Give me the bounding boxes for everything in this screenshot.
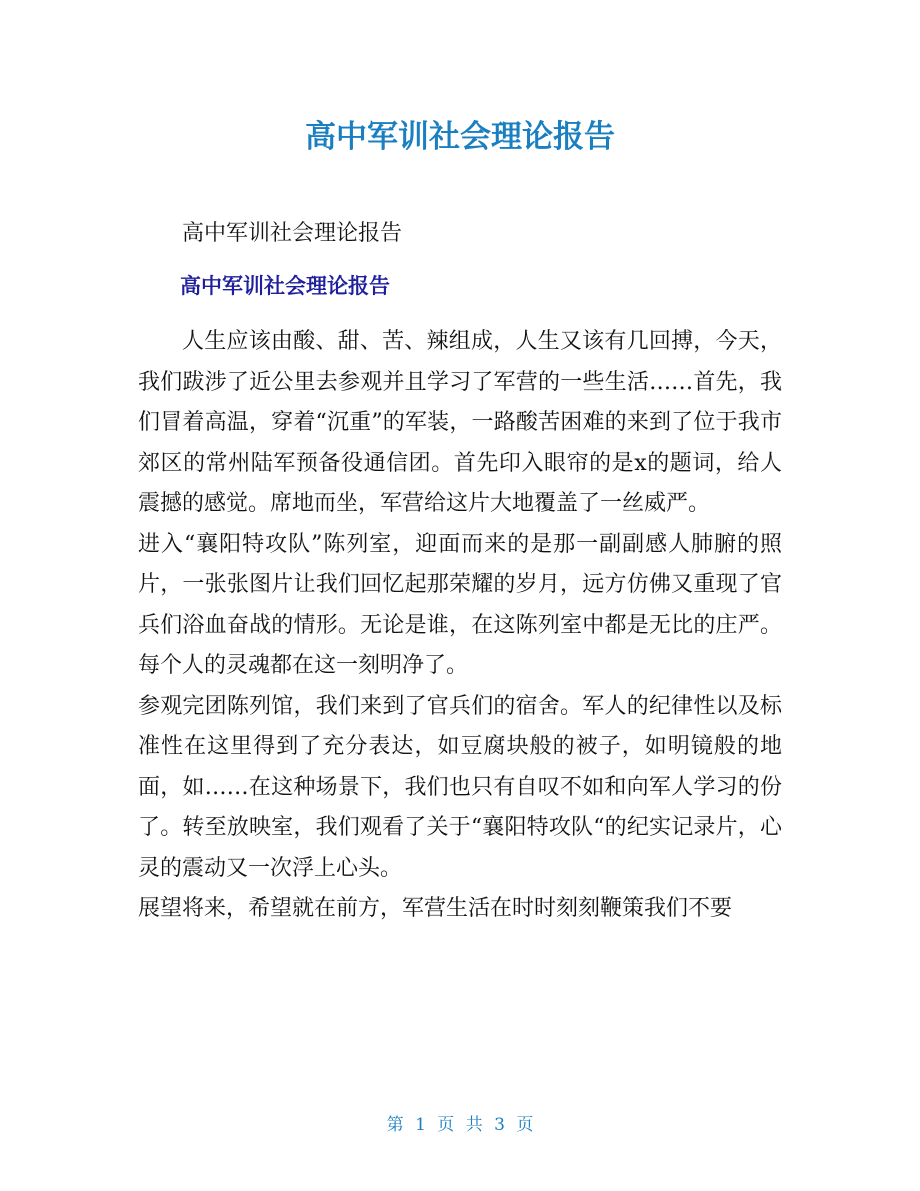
paragraph-2: 进入“襄阳特攻队”陈列室，迎面而来的是那一副副感人肺腑的照片，一张张图片让我们回忆起那荣耀的岁月，远方仿佛又重现了官兵们浴血奋战的情形。无论是谁，在这陈列室中都是无比的庄严。每个人的灵魂都在这一刻明净了。 [138,531,782,678]
footer-label-unit-2: 页 [516,1115,534,1135]
paragraph-1: 人生应该由酸、甜、苦、辣组成，人生又该有几回搏，今天，我们跋涉了近公里去参观并且学习了军营的一些生活……首先，我们冒着高温，穿着“沉重”的军装，一路酸苦困难的来到了位于我市郊区的常州陆军预备役通信团。首先印入眼帘的是x的题词，给人震撼的感觉。席地而坐，军营给这片大地覆盖了一丝威严。 [138,329,782,516]
lead-line: 高中军训社会理论报告 [182,221,403,246]
footer-label-page: 第 [386,1115,404,1135]
footer-total-pages: 3 [494,1115,505,1135]
footer-label-unit: 页 [437,1115,455,1135]
footer-label-total: 共 [465,1115,483,1135]
paragraph-4: 展望将来，希望就在前方，军营生活在时时刻刻鞭策我们不要 [138,896,733,921]
document-body [138,322,782,930]
page-footer [0,1112,920,1138]
document-title: 高中军训社会理论报告 [305,119,615,155]
paragraph-3: 参观完团陈列馆，我们来到了官兵们的宿舍。军人的纪律性以及标准性在这里得到了充分表达，如豆腐块般的被子，如明镜般的地面，如……在这种场景下，我们也只有自叹不如和向军人学习的份了。转至放映室，我们观看了关于“襄阳特攻队“的纪实记录片，心灵的震动又一次浮上心头。 [138,693,782,881]
footer-current-page: 1 [415,1115,426,1135]
section-heading: 高中军训社会理论报告 [180,274,390,298]
